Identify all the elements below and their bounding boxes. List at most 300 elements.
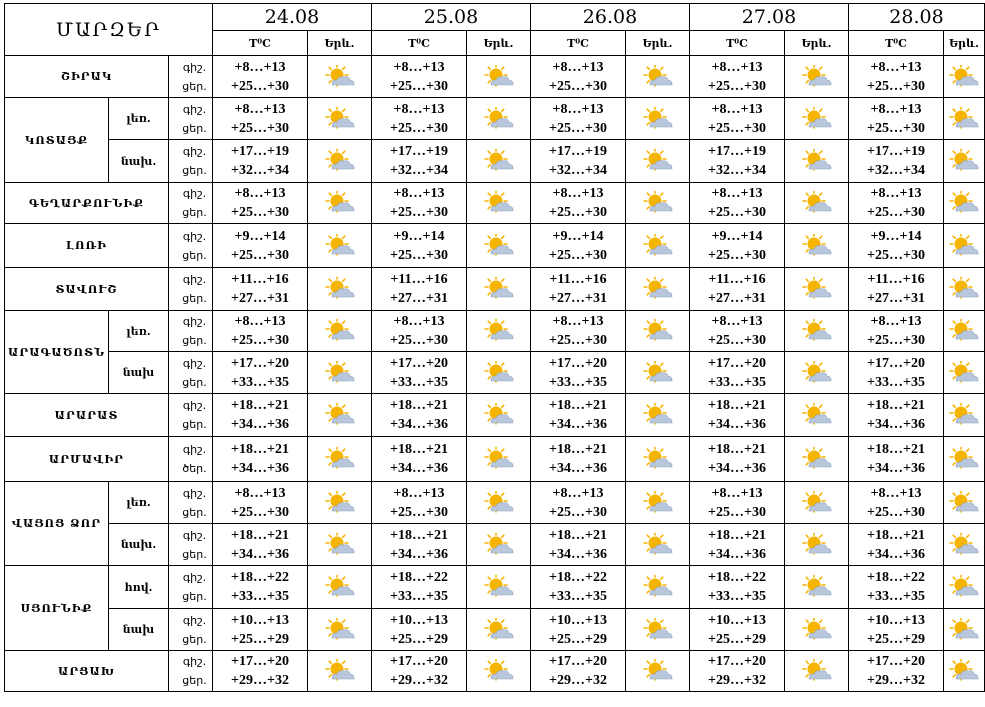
day-temperature: +25…+30 bbox=[390, 504, 448, 520]
day-label: ցեր. bbox=[182, 334, 207, 347]
sun-behind-cloud-icon bbox=[324, 319, 356, 343]
table-row bbox=[5, 56, 985, 98]
sun-behind-cloud-icon bbox=[801, 191, 833, 215]
night-temperature: +8…+13 bbox=[711, 59, 763, 75]
night-label: գիշ. bbox=[182, 145, 207, 158]
temperature-cell bbox=[849, 394, 944, 437]
day-temperature: +34…+36 bbox=[708, 546, 766, 562]
night-temperature: +10…+13 bbox=[708, 612, 766, 628]
night-temperature: +17…+19 bbox=[549, 144, 607, 159]
day-temperature: +34…+36 bbox=[867, 461, 925, 476]
sun-behind-cloud-icon bbox=[483, 575, 515, 599]
time-of-day-labels bbox=[169, 609, 213, 651]
weather-icon-cell bbox=[626, 437, 690, 482]
temperature-cell bbox=[531, 224, 626, 268]
temperature-cell bbox=[372, 183, 467, 224]
sun-behind-cloud-icon bbox=[324, 65, 356, 89]
night-temperature: +18…+21 bbox=[708, 527, 766, 543]
night-temperature: +18…+21 bbox=[549, 398, 607, 413]
sun-behind-cloud-icon bbox=[801, 65, 833, 89]
day-temperature: +33…+35 bbox=[867, 589, 925, 604]
day-temperature: +34…+36 bbox=[867, 546, 925, 562]
night-temperature: +18…+22 bbox=[390, 570, 448, 585]
night-temperature: +11…+16 bbox=[708, 272, 766, 287]
day-temperature: +33…+35 bbox=[708, 374, 766, 390]
sun-behind-cloud-icon bbox=[483, 361, 515, 385]
temperature-cell bbox=[690, 140, 785, 183]
sun-behind-cloud-icon bbox=[801, 618, 833, 642]
table-row bbox=[5, 98, 985, 140]
sun-behind-cloud-icon bbox=[483, 191, 515, 215]
night-temperature: +8…+13 bbox=[711, 314, 763, 329]
weather-icon-cell bbox=[308, 98, 372, 140]
sun-behind-cloud-icon bbox=[324, 618, 356, 642]
night-temperature: +17…+20 bbox=[708, 355, 766, 371]
day-label: ցեր. bbox=[182, 590, 207, 603]
night-temperature: +17…+20 bbox=[549, 355, 607, 371]
sun-behind-cloud-icon bbox=[642, 618, 674, 642]
weather-icon-cell bbox=[785, 524, 849, 566]
day-temperature: +34…+36 bbox=[708, 461, 766, 476]
day-temperature: +33…+35 bbox=[549, 374, 607, 390]
date-header: 24.08 bbox=[213, 4, 372, 31]
sun-behind-cloud-icon bbox=[801, 491, 833, 515]
weather-icon-cell bbox=[944, 268, 985, 311]
temperature-cell bbox=[849, 311, 944, 352]
night-temperature: +8…+13 bbox=[393, 186, 445, 201]
date-header: 26.08 bbox=[531, 4, 690, 31]
temperature-cell bbox=[849, 482, 944, 524]
time-of-day-labels bbox=[169, 352, 213, 394]
temperature-cell bbox=[372, 224, 467, 268]
day-temperature: +32…+34 bbox=[231, 163, 289, 178]
day-temperature: +25…+30 bbox=[867, 333, 925, 348]
day-temperature: +25…+29 bbox=[708, 631, 766, 647]
sun-behind-cloud-icon bbox=[483, 659, 515, 683]
date-header: 27.08 bbox=[690, 4, 849, 31]
day-temperature: +34…+36 bbox=[390, 546, 448, 562]
day-label: ցեր. bbox=[182, 292, 207, 305]
night-temperature: +9…+14 bbox=[711, 228, 763, 244]
temperature-subheader: T⁰C bbox=[372, 31, 467, 56]
table-row bbox=[5, 482, 985, 524]
night-temperature: +8…+13 bbox=[870, 59, 922, 75]
sun-behind-cloud-icon bbox=[948, 533, 980, 557]
sun-behind-cloud-icon bbox=[324, 403, 356, 427]
region-name: ՇԻՐԱԿ bbox=[5, 56, 169, 98]
weather-icon-cell bbox=[308, 394, 372, 437]
temperature-cell bbox=[531, 524, 626, 566]
weather-icon-cell bbox=[626, 609, 690, 651]
day-temperature: +25…+30 bbox=[549, 205, 607, 220]
sun-behind-cloud-icon bbox=[948, 659, 980, 683]
weather-icon-cell bbox=[785, 566, 849, 609]
day-label: ցեր. bbox=[182, 632, 207, 646]
phenomena-subheader: Երև. bbox=[626, 31, 690, 56]
day-temperature: +34…+36 bbox=[231, 461, 289, 476]
time-of-day-labels bbox=[169, 437, 213, 482]
weather-icon-cell bbox=[944, 437, 985, 482]
day-temperature: +27…+31 bbox=[390, 291, 448, 306]
weather-icon-cell bbox=[467, 566, 531, 609]
temperature-cell bbox=[849, 183, 944, 224]
region-name: ՏԱՎՈՒՇ bbox=[5, 268, 169, 311]
time-of-day-labels bbox=[169, 524, 213, 566]
sun-behind-cloud-icon bbox=[483, 533, 515, 557]
night-temperature: +8…+13 bbox=[552, 101, 604, 117]
temperature-cell bbox=[849, 98, 944, 140]
night-temperature: +11…+16 bbox=[549, 272, 607, 287]
table-row bbox=[5, 140, 985, 183]
day-temperature: +25…+29 bbox=[549, 631, 607, 647]
sun-behind-cloud-icon bbox=[801, 107, 833, 131]
temperature-subheader: T⁰C bbox=[531, 31, 626, 56]
sun-behind-cloud-icon bbox=[642, 234, 674, 258]
day-temperature: +33…+35 bbox=[549, 589, 607, 604]
day-label: ցեր. bbox=[182, 375, 207, 389]
night-label: գիշ. bbox=[182, 315, 207, 328]
temperature-cell bbox=[849, 352, 944, 394]
night-temperature: +17…+20 bbox=[231, 355, 289, 371]
weather-icon-cell bbox=[626, 352, 690, 394]
regions-header: ՄԱՐԶԵՐ bbox=[5, 4, 213, 56]
temperature-cell bbox=[849, 651, 944, 692]
time-of-day-labels bbox=[169, 651, 213, 692]
weather-icon-cell bbox=[626, 524, 690, 566]
night-label: գիշ. bbox=[182, 528, 207, 542]
day-temperature: +25…+30 bbox=[390, 78, 448, 94]
temperature-cell bbox=[690, 482, 785, 524]
night-temperature: +8…+13 bbox=[711, 485, 763, 501]
sun-behind-cloud-icon bbox=[801, 575, 833, 599]
weather-icon-cell bbox=[467, 183, 531, 224]
night-label: գիշ. bbox=[182, 399, 207, 412]
time-of-day-labels bbox=[169, 98, 213, 140]
weather-icon-cell bbox=[308, 311, 372, 352]
night-temperature: +8…+13 bbox=[234, 59, 286, 75]
table-row bbox=[5, 394, 985, 437]
day-label: ցեր. bbox=[182, 164, 207, 177]
day-temperature: +25…+30 bbox=[231, 333, 289, 348]
weather-icon-cell bbox=[785, 183, 849, 224]
night-temperature: +8…+13 bbox=[234, 186, 286, 201]
day-temperature: +27…+31 bbox=[708, 291, 766, 306]
temperature-cell bbox=[531, 437, 626, 482]
temperature-cell bbox=[690, 609, 785, 651]
night-temperature: +10…+13 bbox=[390, 612, 448, 628]
temperature-cell bbox=[690, 268, 785, 311]
day-temperature: +34…+36 bbox=[867, 417, 925, 432]
night-temperature: +8…+13 bbox=[870, 314, 922, 329]
day-label: ցեր. bbox=[182, 674, 207, 687]
day-temperature: +34…+36 bbox=[390, 417, 448, 432]
weather-icon-cell bbox=[308, 224, 372, 268]
weather-icon-cell bbox=[467, 98, 531, 140]
day-temperature: +34…+36 bbox=[549, 461, 607, 476]
sun-behind-cloud-icon bbox=[801, 149, 833, 173]
night-label: գիշ. bbox=[182, 655, 207, 668]
night-temperature: +18…+21 bbox=[390, 442, 448, 457]
temperature-cell bbox=[372, 609, 467, 651]
sun-behind-cloud-icon bbox=[324, 277, 356, 301]
sun-behind-cloud-icon bbox=[801, 447, 833, 471]
night-label: գիշ. bbox=[182, 356, 207, 370]
night-temperature: +8…+13 bbox=[711, 186, 763, 201]
sun-behind-cloud-icon bbox=[948, 447, 980, 471]
temperature-cell bbox=[531, 394, 626, 437]
day-temperature: +25…+30 bbox=[867, 247, 925, 263]
region-name: ՎԱՅՈՑ ՁՈՐ bbox=[5, 482, 109, 566]
night-temperature: +18…+21 bbox=[867, 442, 925, 457]
day-temperature: +25…+30 bbox=[231, 247, 289, 263]
night-label: գիշ. bbox=[182, 443, 207, 456]
weather-icon-cell bbox=[785, 482, 849, 524]
temperature-cell bbox=[213, 224, 308, 268]
night-temperature: +18…+21 bbox=[390, 527, 448, 543]
night-temperature: +17…+20 bbox=[549, 654, 607, 669]
temperature-cell bbox=[531, 566, 626, 609]
weather-icon-cell bbox=[467, 311, 531, 352]
day-temperature: +25…+30 bbox=[549, 120, 607, 136]
day-label: ցեր. bbox=[182, 418, 207, 431]
day-temperature: +25…+30 bbox=[231, 120, 289, 136]
day-temperature: +25…+30 bbox=[390, 120, 448, 136]
day-temperature: +27…+31 bbox=[549, 291, 607, 306]
night-temperature: +9…+14 bbox=[552, 228, 604, 244]
temperature-subheader: T⁰C bbox=[849, 31, 944, 56]
day-label: ցեր. bbox=[182, 547, 207, 561]
temperature-cell bbox=[849, 609, 944, 651]
time-of-day-labels bbox=[169, 394, 213, 437]
night-label: գիշ. bbox=[182, 273, 207, 286]
weather-icon-cell bbox=[944, 482, 985, 524]
temperature-cell bbox=[690, 352, 785, 394]
weather-icon-cell bbox=[944, 98, 985, 140]
day-temperature: +25…+30 bbox=[549, 504, 607, 520]
weather-icon-cell bbox=[944, 183, 985, 224]
sun-behind-cloud-icon bbox=[642, 575, 674, 599]
night-temperature: +17…+20 bbox=[708, 654, 766, 669]
weather-icon-cell bbox=[944, 352, 985, 394]
sun-behind-cloud-icon bbox=[483, 618, 515, 642]
night-temperature: +8…+13 bbox=[870, 186, 922, 201]
temperature-cell bbox=[372, 651, 467, 692]
temperature-cell bbox=[213, 311, 308, 352]
day-temperature: +25…+30 bbox=[231, 205, 289, 220]
day-temperature: +33…+35 bbox=[390, 589, 448, 604]
temperature-cell bbox=[213, 56, 308, 98]
night-temperature: +18…+22 bbox=[867, 570, 925, 585]
night-temperature: +10…+13 bbox=[867, 612, 925, 628]
sun-behind-cloud-icon bbox=[948, 65, 980, 89]
sun-behind-cloud-icon bbox=[324, 659, 356, 683]
night-label: գիշ. bbox=[182, 60, 207, 74]
night-temperature: +11…+16 bbox=[390, 272, 448, 287]
temperature-cell bbox=[849, 56, 944, 98]
day-temperature: +34…+36 bbox=[390, 461, 448, 476]
sun-behind-cloud-icon bbox=[642, 491, 674, 515]
day-temperature: +25…+29 bbox=[231, 631, 289, 647]
subregion-label: նախ bbox=[109, 352, 169, 394]
weather-icon-cell bbox=[944, 224, 985, 268]
day-temperature: +34…+36 bbox=[708, 417, 766, 432]
sun-behind-cloud-icon bbox=[801, 234, 833, 258]
day-temperature: +33…+35 bbox=[231, 589, 289, 604]
weather-icon-cell bbox=[785, 437, 849, 482]
day-temperature: +32…+34 bbox=[390, 163, 448, 178]
day-temperature: +25…+29 bbox=[390, 631, 448, 647]
night-label: գիշ. bbox=[182, 187, 207, 200]
sun-behind-cloud-icon bbox=[801, 403, 833, 427]
weather-icon-cell bbox=[785, 98, 849, 140]
phenomena-subheader: Երև. bbox=[944, 31, 985, 56]
weather-icon-cell bbox=[467, 224, 531, 268]
sun-behind-cloud-icon bbox=[324, 491, 356, 515]
night-temperature: +8…+13 bbox=[393, 101, 445, 117]
region-name: ՍՅՈՒՆԻՔ bbox=[5, 566, 109, 651]
temperature-cell bbox=[849, 566, 944, 609]
weather-icon-cell bbox=[944, 566, 985, 609]
region-name: ԳԵՂԱՐՔՈՒՆԻՔ bbox=[5, 183, 169, 224]
night-temperature: +8…+13 bbox=[552, 59, 604, 75]
sun-behind-cloud-icon bbox=[642, 447, 674, 471]
sun-behind-cloud-icon bbox=[324, 149, 356, 173]
table-row bbox=[5, 352, 985, 394]
weather-icon-cell bbox=[626, 482, 690, 524]
day-temperature: +32…+34 bbox=[708, 163, 766, 178]
sun-behind-cloud-icon bbox=[483, 234, 515, 258]
sun-behind-cloud-icon bbox=[948, 491, 980, 515]
table-row bbox=[5, 524, 985, 566]
subregion-label: լեռ. bbox=[109, 482, 169, 524]
temperature-cell bbox=[531, 56, 626, 98]
night-temperature: +17…+19 bbox=[390, 144, 448, 159]
weather-icon-cell bbox=[944, 651, 985, 692]
sun-behind-cloud-icon bbox=[642, 659, 674, 683]
table-row bbox=[5, 268, 985, 311]
night-label: գիշ. bbox=[182, 613, 207, 627]
day-temperature: +25…+30 bbox=[231, 78, 289, 94]
temperature-cell bbox=[372, 98, 467, 140]
day-temperature: +27…+31 bbox=[231, 291, 289, 306]
temperature-subheader: T⁰C bbox=[213, 31, 308, 56]
night-temperature: +18…+21 bbox=[708, 398, 766, 413]
phenomena-subheader: Երև. bbox=[308, 31, 372, 56]
region-name: ԼՈՌԻ bbox=[5, 224, 169, 268]
temperature-cell bbox=[531, 352, 626, 394]
table-row bbox=[5, 224, 985, 268]
night-temperature: +8…+13 bbox=[552, 186, 604, 201]
night-temperature: +8…+13 bbox=[393, 485, 445, 501]
weather-icon-cell bbox=[467, 394, 531, 437]
night-temperature: +8…+13 bbox=[552, 485, 604, 501]
temperature-cell bbox=[531, 609, 626, 651]
night-temperature: +10…+13 bbox=[231, 612, 289, 628]
night-label: գիշ. bbox=[182, 229, 207, 243]
night-temperature: +17…+20 bbox=[390, 654, 448, 669]
temperature-cell bbox=[531, 183, 626, 224]
sun-behind-cloud-icon bbox=[948, 575, 980, 599]
temperature-cell bbox=[690, 651, 785, 692]
temperature-cell bbox=[372, 524, 467, 566]
night-temperature: +9…+14 bbox=[234, 228, 286, 244]
date-header: 28.08 bbox=[849, 4, 985, 31]
weather-icon-cell bbox=[626, 56, 690, 98]
time-of-day-labels bbox=[169, 566, 213, 609]
sun-behind-cloud-icon bbox=[642, 361, 674, 385]
weather-icon-cell bbox=[467, 609, 531, 651]
weather-icon-cell bbox=[467, 524, 531, 566]
time-of-day-labels bbox=[169, 224, 213, 268]
time-of-day-labels bbox=[169, 311, 213, 352]
sun-behind-cloud-icon bbox=[948, 234, 980, 258]
weather-icon-cell bbox=[467, 268, 531, 311]
night-temperature: +9…+14 bbox=[393, 228, 445, 244]
sun-behind-cloud-icon bbox=[801, 277, 833, 301]
temperature-cell bbox=[531, 268, 626, 311]
night-temperature: +18…+22 bbox=[231, 570, 289, 585]
sun-behind-cloud-icon bbox=[483, 149, 515, 173]
day-temperature: +33…+35 bbox=[867, 374, 925, 390]
sun-behind-cloud-icon bbox=[324, 191, 356, 215]
night-temperature: +17…+19 bbox=[231, 144, 289, 159]
night-temperature: +8…+13 bbox=[234, 314, 286, 329]
day-temperature: +29…+32 bbox=[231, 673, 289, 688]
day-temperature: +25…+30 bbox=[708, 78, 766, 94]
night-temperature: +18…+22 bbox=[549, 570, 607, 585]
sun-behind-cloud-icon bbox=[948, 361, 980, 385]
weather-icon-cell bbox=[785, 352, 849, 394]
night-temperature: +8…+13 bbox=[234, 485, 286, 501]
temperature-cell bbox=[213, 268, 308, 311]
sun-behind-cloud-icon bbox=[324, 533, 356, 557]
day-temperature: +29…+32 bbox=[708, 673, 766, 688]
day-temperature: +33…+35 bbox=[708, 589, 766, 604]
temperature-cell bbox=[849, 524, 944, 566]
temperature-cell bbox=[849, 268, 944, 311]
weather-icon-cell bbox=[626, 311, 690, 352]
weather-icon-cell bbox=[626, 394, 690, 437]
day-temperature: +32…+34 bbox=[549, 163, 607, 178]
region-name: ԱՐԱԳԱԾՈՏՆ bbox=[5, 311, 109, 394]
day-temperature: +33…+35 bbox=[390, 374, 448, 390]
sun-behind-cloud-icon bbox=[642, 319, 674, 343]
temperature-subheader: T⁰C bbox=[690, 31, 785, 56]
day-label: ցեր. bbox=[182, 248, 207, 262]
weather-icon-cell bbox=[626, 268, 690, 311]
region-name: ԱՐԱՐԱՏ bbox=[5, 394, 169, 437]
weather-icon-cell bbox=[467, 482, 531, 524]
sun-behind-cloud-icon bbox=[948, 618, 980, 642]
night-label: գիշ. bbox=[182, 102, 207, 116]
weather-icon-cell bbox=[626, 651, 690, 692]
weather-icon-cell bbox=[785, 651, 849, 692]
weather-icon-cell bbox=[785, 268, 849, 311]
table-row bbox=[5, 566, 985, 609]
date-header-row bbox=[5, 4, 985, 31]
time-of-day-labels bbox=[169, 56, 213, 98]
night-temperature: +18…+21 bbox=[708, 442, 766, 457]
time-of-day-labels bbox=[169, 183, 213, 224]
temperature-cell bbox=[372, 394, 467, 437]
night-temperature: +10…+13 bbox=[549, 612, 607, 628]
sun-behind-cloud-icon bbox=[483, 447, 515, 471]
weather-icon-cell bbox=[785, 56, 849, 98]
phenomena-subheader: Երև. bbox=[785, 31, 849, 56]
day-temperature: +25…+30 bbox=[708, 247, 766, 263]
day-label: ցեր. bbox=[182, 79, 207, 93]
temperature-cell bbox=[213, 140, 308, 183]
